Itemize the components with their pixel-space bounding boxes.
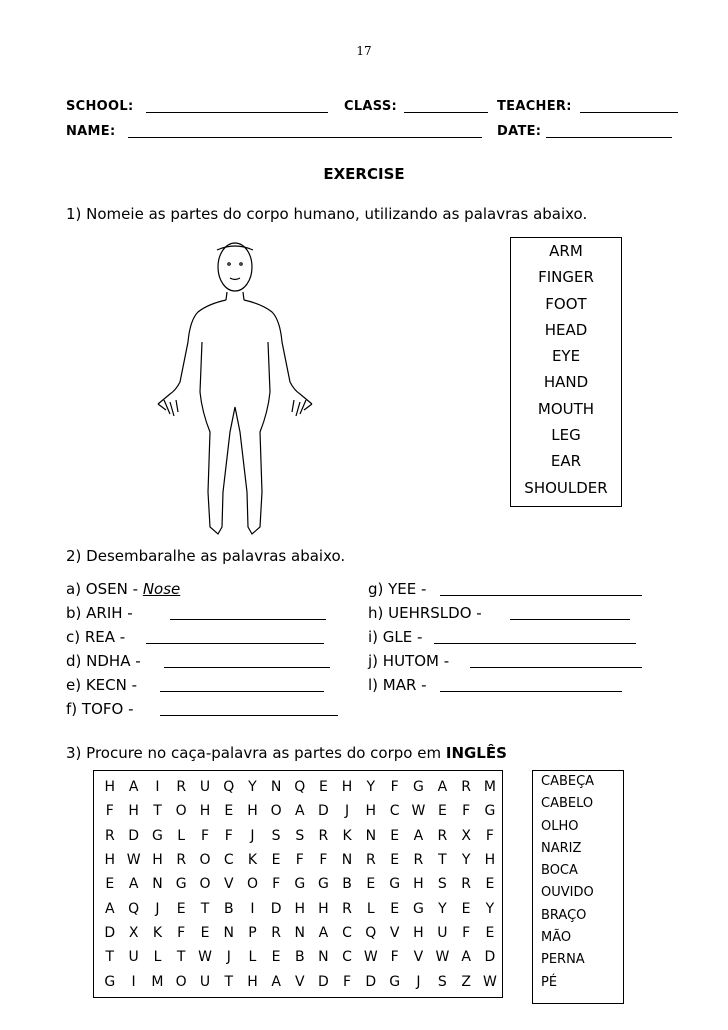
grid-letter: K [342, 827, 352, 844]
grid-letter: U [199, 973, 211, 990]
grid-letter: L [153, 949, 162, 966]
grid-letter: R [271, 924, 281, 941]
grid-letter: J [250, 827, 255, 844]
grid-letter: E [105, 876, 115, 893]
grid-letter: P [248, 924, 257, 941]
grid-letter: F [485, 827, 494, 844]
grid-letter: F [295, 852, 304, 869]
grid-letter: Y [485, 900, 495, 917]
scramble-item-g [368, 580, 426, 598]
grid-letter: F [319, 852, 328, 869]
scramble-label: h) UEHRSLDO - [368, 604, 482, 622]
grid-letter: F [462, 803, 471, 820]
grid-letter: H [104, 852, 116, 869]
portuguese-word: CABELO [541, 796, 594, 812]
grid-letter: F [462, 924, 471, 941]
grid-letter: H [247, 803, 258, 820]
grid-letter: G [152, 827, 163, 844]
grid-letter: T [224, 973, 234, 990]
grid-letter: G [104, 973, 116, 990]
name-blank [128, 137, 482, 138]
scramble-answer: Nose [142, 580, 181, 598]
word-bank-item: MOUTH [537, 399, 595, 418]
page-title: EXERCISE [323, 165, 405, 183]
grid-letter: L [366, 900, 375, 917]
grid-letter: A [294, 803, 305, 820]
portuguese-word: CABEÇA [541, 774, 595, 789]
q2-prompt: 2) Desembaralhe as palavras abaixo. [66, 547, 346, 565]
grid-letter: E [437, 803, 447, 820]
grid-letter: H [365, 803, 377, 820]
answer-blank [470, 667, 642, 668]
q3-prompt-bold: INGLÊS [445, 744, 507, 762]
grid-letter: A [437, 779, 448, 796]
grid-letter: G [317, 876, 329, 893]
grid-letter: B [223, 900, 234, 917]
grid-letter: D [318, 973, 329, 990]
portuguese-word: PERNA [541, 952, 585, 968]
grid-row [98, 921, 502, 945]
grid-letter: N [152, 876, 163, 893]
grid-letter: R [365, 852, 376, 869]
grid-letter: D [484, 949, 496, 966]
grid-letter: W [483, 973, 497, 990]
grid-letter: E [461, 900, 471, 917]
grid-letter: R [176, 779, 187, 796]
grid-letter: I [155, 779, 160, 796]
grid-letter: V [413, 949, 424, 966]
scramble-item-i [368, 628, 422, 646]
grid-letter: E [176, 900, 186, 917]
scramble-item-c [66, 628, 125, 646]
grid-letter: T [438, 852, 447, 869]
q3-prompt-text: 3) Procure no caça-palavra as partes do corpo em [66, 744, 446, 762]
scramble-label: f) TOFO - [66, 700, 134, 718]
answer-blank [510, 619, 630, 620]
grid-row [98, 775, 502, 799]
portuguese-word: OUVIDO [541, 885, 594, 901]
grid-letter: H [413, 924, 424, 941]
grid-letter: T [176, 949, 186, 966]
grid-letter: F [177, 924, 186, 941]
answer-blank [160, 691, 324, 692]
scramble-item-h [368, 604, 482, 622]
grid-letter: O [270, 803, 282, 820]
human-body-figure [150, 232, 320, 542]
grid-letter: Y [461, 852, 471, 869]
portuguese-word: OLHO [541, 818, 579, 834]
grid-letter: E [390, 852, 400, 869]
grid-letter: L [177, 827, 186, 844]
grid-letter: G [484, 803, 496, 820]
grid-letter: R [176, 852, 187, 869]
grid-letter: C [342, 924, 352, 941]
grid-letter: O [199, 876, 211, 893]
grid-letter: A [413, 827, 424, 844]
grid-letter: H [104, 779, 116, 796]
word-bank-item: LEG [551, 426, 581, 445]
class-field [344, 99, 397, 114]
grid-letter: N [365, 827, 377, 844]
grid-letter: I [250, 900, 255, 917]
grid-letter: A [271, 973, 281, 990]
grid-letter: S [271, 827, 281, 844]
grid-letter: A [461, 949, 471, 966]
page-number: 17 [356, 44, 372, 58]
grid-letter: D [365, 973, 377, 990]
grid-letter: I [131, 973, 136, 990]
word-search-table [98, 775, 502, 994]
grid-letter: G [389, 876, 401, 893]
grid-letter: N [294, 924, 305, 941]
grid-row [98, 848, 502, 872]
grid-letter: E [485, 924, 495, 941]
scramble-item-e [66, 676, 137, 694]
grid-letter: R [461, 779, 471, 796]
grid-letter: J [226, 949, 231, 966]
grid-letter: N [270, 779, 282, 796]
answer-blank [164, 667, 330, 668]
grid-letter: C [389, 803, 400, 820]
grid-letter: V [224, 876, 234, 893]
answer-blank [440, 691, 622, 692]
grid-letter: E [318, 779, 328, 796]
grid-letter: G [389, 973, 401, 990]
grid-letter: Q [223, 779, 235, 796]
grid-letter: X [128, 924, 139, 941]
name-label: NAME: [66, 124, 116, 139]
grid-letter: W [435, 949, 450, 966]
portuguese-word: MÃO [541, 930, 572, 946]
grid-letter: M [151, 973, 164, 990]
grid-row [98, 872, 502, 896]
grid-letter: E [390, 900, 400, 917]
grid-letter: T [105, 949, 115, 966]
portuguese-word: PÉ [541, 974, 558, 990]
portuguese-word: BRAÇO [541, 907, 587, 923]
grid-letter: R [413, 852, 424, 869]
grid-letter: Y [248, 779, 257, 796]
grid-letter: W [198, 949, 212, 966]
word-bank-box [510, 237, 622, 507]
grid-letter: N [341, 852, 353, 869]
grid-letter: O [175, 803, 187, 820]
grid-letter: D [128, 827, 139, 844]
grid-letter: R [437, 827, 448, 844]
portuguese-word-box [532, 770, 624, 1004]
word-bank-item: EYE [551, 347, 581, 366]
grid-letter: Z [461, 973, 471, 990]
grid-letter: T [200, 900, 210, 917]
grid-letter: W [126, 852, 141, 869]
grid-letter: H [413, 876, 424, 893]
date-blank [546, 137, 672, 138]
grid-letter: H [318, 900, 329, 917]
grid-letter: K [247, 852, 258, 869]
portuguese-word: NARIZ [541, 840, 582, 856]
scramble-item-a [66, 580, 180, 598]
grid-letter: E [485, 876, 495, 893]
word-bank-item: HAND [543, 373, 589, 392]
answer-blank [160, 715, 338, 716]
grid-row [98, 945, 502, 969]
grid-letter: Q [365, 924, 377, 941]
grid-letter: C [223, 852, 234, 869]
word-bank-item: HEAD [544, 320, 588, 339]
grid-letter: F [343, 973, 352, 990]
answer-blank [434, 643, 636, 644]
grid-letter: U [437, 924, 448, 941]
grid-letter: F [200, 827, 210, 844]
word-bank-item: FOOT [545, 294, 587, 313]
grid-letter: Y [366, 779, 376, 796]
teacher-blank [580, 112, 678, 113]
grid-letter: A [128, 779, 139, 796]
grid-letter: E [271, 949, 281, 966]
grid-letter: E [390, 827, 400, 844]
grid-letter: W [411, 803, 426, 820]
grid-letter: S [437, 973, 447, 990]
grid-letter: H [294, 900, 306, 917]
grid-row [98, 824, 502, 848]
grid-letter: N [223, 924, 235, 941]
grid-letter: W [363, 949, 378, 966]
portuguese-word: BOCA [541, 863, 578, 879]
grid-letter: A [128, 876, 139, 893]
grid-row [98, 896, 502, 920]
grid-letter: H [199, 803, 211, 820]
grid-letter: O [246, 876, 258, 893]
grid-letter: H [247, 973, 258, 990]
grid-letter: R [318, 827, 329, 844]
grid-letter: F [272, 876, 281, 893]
scramble-item-f [66, 700, 134, 718]
grid-letter: G [412, 900, 424, 917]
scramble-item-l [368, 676, 427, 694]
grid-letter: B [294, 949, 305, 966]
grid-letter: T [153, 803, 162, 820]
grid-letter: Q [294, 779, 306, 796]
scramble-label: d) NDHA - [66, 652, 141, 670]
teacher-field [497, 99, 572, 114]
grid-letter: D [318, 803, 329, 820]
grid-row [98, 969, 502, 993]
grid-letter: V [294, 973, 305, 990]
grid-letter: E [271, 852, 281, 869]
grid-letter: Q [128, 900, 140, 917]
grid-letter: V [389, 924, 400, 941]
word-bank-item: EAR [550, 452, 582, 471]
grid-letter: M [483, 779, 496, 796]
grid-letter: A [318, 924, 329, 941]
teacher-label: TEACHER: [497, 99, 572, 114]
grid-letter: X [461, 827, 471, 844]
scramble-item-d [66, 652, 141, 670]
word-search-grid [93, 770, 503, 998]
q1-prompt: 1) Nomeie as partes do corpo humano, utilizando as palavras abaixo. [66, 205, 588, 223]
grid-letter: F [105, 803, 114, 820]
scramble-label: e) KECN - [66, 676, 138, 694]
grid-letter: F [390, 949, 399, 966]
grid-letter: G [294, 876, 306, 893]
grid-letter: F [390, 779, 399, 796]
grid-letter: H [128, 803, 139, 820]
name-field [66, 124, 115, 139]
grid-letter: D [270, 900, 282, 917]
scramble-item-b [66, 604, 133, 622]
grid-letter: J [416, 973, 421, 990]
grid-letter: O [175, 973, 187, 990]
grid-letter: U [199, 779, 211, 796]
date-label: DATE: [497, 124, 542, 139]
grid-letter: R [461, 876, 471, 893]
grid-letter: S [437, 876, 447, 893]
answer-blank [440, 595, 642, 596]
q3-prompt [66, 744, 507, 762]
scramble-label: j) HUTOM - [368, 652, 450, 670]
word-bank-item: FINGER [538, 268, 594, 287]
grid-letter: H [341, 779, 353, 796]
grid-letter: N [318, 949, 329, 966]
date-field [497, 124, 541, 139]
school-field [66, 99, 133, 114]
answer-blank [146, 643, 324, 644]
grid-letter: O [199, 852, 211, 869]
grid-letter: G [175, 876, 187, 893]
grid-letter: S [295, 827, 305, 844]
grid-letter: F [224, 827, 233, 844]
scramble-label: b) ARIH - [66, 604, 133, 622]
grid-letter: D [104, 924, 116, 941]
class-label: CLASS: [344, 99, 398, 114]
class-blank [404, 112, 488, 113]
grid-row [98, 799, 502, 823]
grid-letter: J [344, 803, 350, 820]
word-bank-item: SHOULDER [524, 478, 608, 497]
word-bank-item: ARM [549, 242, 583, 260]
grid-letter: U [128, 949, 139, 966]
grid-letter: B [342, 876, 352, 893]
grid-letter: E [366, 876, 376, 893]
grid-letter: A [105, 900, 115, 917]
grid-letter: H [152, 852, 163, 869]
school-blank [146, 112, 328, 113]
scramble-label: c) REA - [66, 628, 126, 646]
grid-letter: J [155, 900, 160, 917]
scramble-label: g) YEE - [368, 580, 427, 598]
grid-letter: E [200, 924, 210, 941]
grid-letter: K [152, 924, 163, 941]
scramble-label: l) MAR - [368, 676, 427, 694]
grid-letter: E [224, 803, 234, 820]
grid-letter: G [412, 779, 424, 796]
grid-letter: C [342, 949, 352, 966]
scramble-label: i) GLE - [368, 628, 423, 646]
grid-letter: Y [438, 900, 447, 917]
grid-letter: L [248, 949, 257, 966]
grid-letter: H [484, 852, 496, 869]
grid-letter: R [104, 827, 115, 844]
scramble-label: a) OSEN - [66, 580, 139, 598]
answer-blank [170, 619, 326, 620]
scramble-item-j [368, 652, 449, 670]
school-label: SCHOOL: [66, 99, 134, 114]
grid-letter: R [342, 900, 352, 917]
